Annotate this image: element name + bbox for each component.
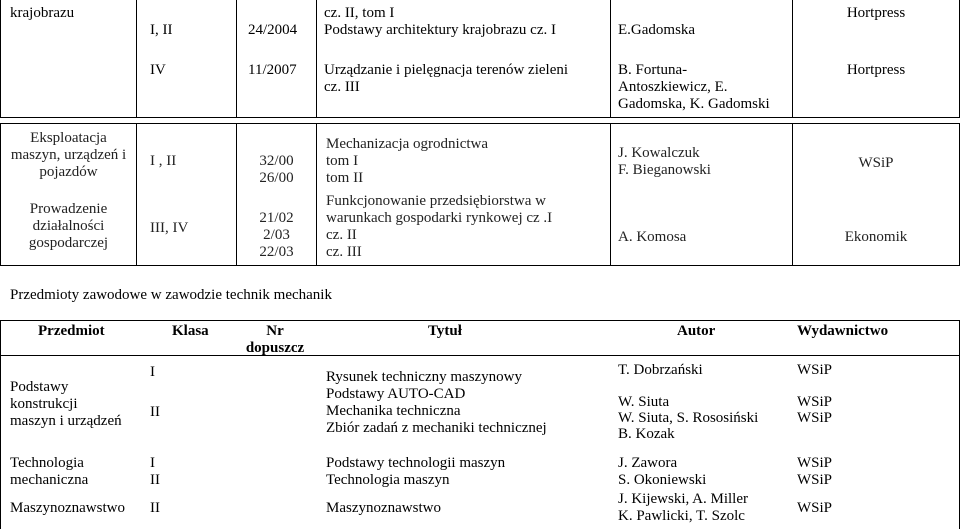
top-row1-wydawnictwo: Hortpress xyxy=(846,5,906,21)
bottom-row3-klasa: II xyxy=(150,500,160,516)
middle-table-bottom-border xyxy=(0,265,960,266)
middle-row2-autor: A. Komosa xyxy=(618,229,687,245)
header-wydawnictwo: Wydawnictwo xyxy=(797,323,889,339)
section-title: Przedmioty zawodowe w zawodzie technik mechanik xyxy=(10,287,332,303)
header-przedmiot: Przedmiot xyxy=(38,323,105,339)
bottom-row2-tytul: Podstawy technologii maszyn Technologia maszyn xyxy=(326,455,506,488)
top-row1-tytul: cz. II, tom I Podstawy architektury krajobrazu cz. I xyxy=(324,5,556,38)
top-row2-klasa: IV xyxy=(150,62,166,78)
middle-row1-tytul: Mechanizacja ogrodnictwa tom I tom II xyxy=(326,136,489,186)
top-row2-wydawnictwo: Hortpress xyxy=(846,62,906,78)
bottom-row1-autor: T. Dobrzański W. Siuta W. Siuta, S. Rososiński B. Kozak xyxy=(618,362,759,442)
bottom-row3-przedmiot: Maszynoznawstwo xyxy=(10,500,125,516)
top-row1-autor: E.Gadomska xyxy=(618,22,696,38)
middle-row2-klasa: III, IV xyxy=(150,220,189,236)
middle-row1-nr: 32/00 26/00 xyxy=(259,153,294,186)
middle-row2-wydawnictwo: Ekonomik xyxy=(844,229,908,245)
middle-row2-name: Prowadzenie działalności gospodarczej xyxy=(28,201,109,251)
bottom-table-border xyxy=(0,320,1,529)
header-nr-dopuszcz: Nr dopuszcz xyxy=(245,323,305,356)
top-row2-nr: 11/2007 xyxy=(248,62,297,78)
bottom-row1-przedmiot: Podstawy konstrukcji maszyn i urządzeń xyxy=(10,379,122,429)
middle-row1-autor: J. Kowalczuk F. Bieganowski xyxy=(618,145,711,178)
middle-table-border xyxy=(316,123,317,266)
bottom-row1-tytul: Rysunek techniczny maszynowy Podstawy AUTO-CAD Mechanika techniczna Zbiór zadań z mechaniki technicznej xyxy=(326,369,547,436)
middle-row2-nr: 21/02 2/03 22/03 xyxy=(259,210,294,260)
bottom-row2-klasa: I II xyxy=(150,455,160,488)
bottom-row2-wydawnictwo: WSiP WSiP xyxy=(797,455,833,488)
top-row1-nr: 24/2004 xyxy=(248,22,298,38)
middle-row1-klasa: I , II xyxy=(150,153,177,169)
header-autor: Autor xyxy=(677,323,716,339)
bottom-row3-wydawnictwo: WSiP xyxy=(797,500,833,516)
bottom-row2-autor: J. Zawora S. Okoniewski xyxy=(618,455,707,488)
bottom-row2-przedmiot: Technologia mechaniczna xyxy=(10,455,89,488)
top-table-border xyxy=(610,0,611,118)
middle-row1-name: Eksploatacja maszyn, urządzeń i pojazdów xyxy=(10,130,127,180)
top-row1-klasa: I, II xyxy=(150,22,173,38)
top-table-border xyxy=(316,0,317,118)
header-klasa: Klasa xyxy=(172,323,209,339)
bottom-row3-autor: J. Kijewski, A. Miller K. Pawlicki, T. Szolc xyxy=(618,491,748,524)
top-row1-name: krajobrazu xyxy=(10,5,75,21)
top-table-border xyxy=(236,0,237,118)
middle-table-border xyxy=(136,123,137,266)
middle-row1-wydawnictwo: WSiP xyxy=(858,155,894,171)
top-row2-autor: B. Fortuna- Antoszkiewicz, E. Gadomska, K. Gadomski xyxy=(618,62,770,112)
middle-table-top-border xyxy=(0,123,960,124)
bottom-row1-klasa: I II xyxy=(150,364,160,420)
top-row2-tytul: Urządzanie i pielęgnacja terenów zieleni cz. III xyxy=(324,62,569,95)
header-tytul: Tytuł xyxy=(428,323,462,339)
bottom-table-top-border xyxy=(0,320,960,321)
middle-table-border xyxy=(610,123,611,266)
bottom-row3-tytul: Maszynoznawstwo xyxy=(326,500,441,516)
top-table-bottom-border xyxy=(0,117,960,118)
top-table-border xyxy=(136,0,137,118)
top-table-border xyxy=(0,0,1,118)
bottom-row1-wydawnictwo: WSiP WSiP WSiP xyxy=(797,362,833,426)
bottom-table-header-separator xyxy=(0,355,960,356)
middle-row2-tytul: Funkcjonowanie przedsiębiorstwa w warunkach gospodarki rynkowej cz .I cz. II cz. III xyxy=(326,193,553,260)
